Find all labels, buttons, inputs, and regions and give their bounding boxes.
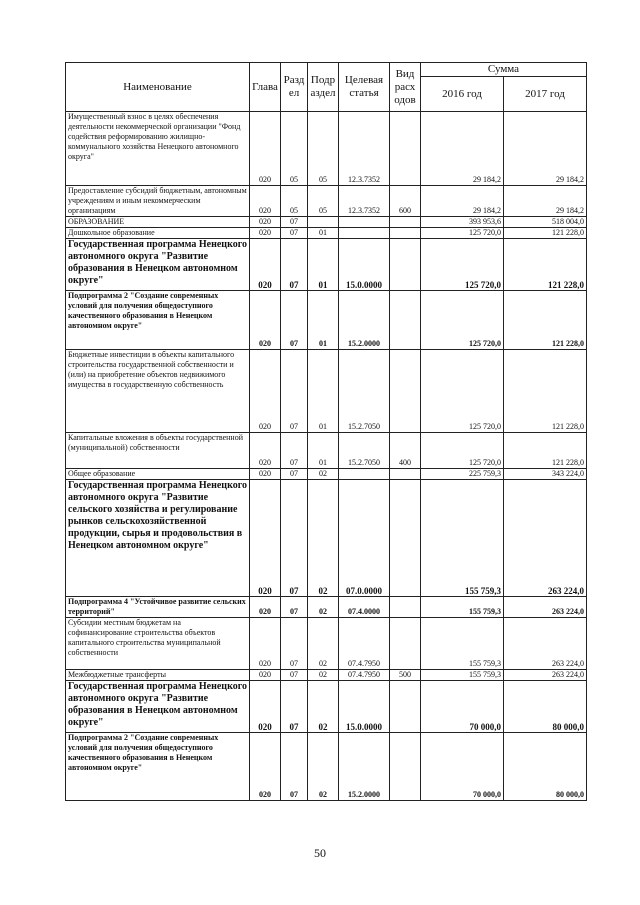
row-tselevaya: 15.2.0000 [339,733,390,801]
row-podrazdel [308,217,339,228]
row-vid [390,469,421,480]
row-name: ОБРАЗОВАНИЕ [66,217,250,228]
row-sum-2017: 29 184,2 [504,112,587,186]
row-razdel: 07 [281,480,308,597]
row-name: Общее образование [66,469,250,480]
row-sum-2016: 155 759,3 [421,480,504,597]
row-glava: 020 [250,350,281,433]
header-tselevaya: Целевая статья [339,63,390,112]
row-sum-2017: 518 004,0 [504,217,587,228]
table-row [66,733,587,801]
table-row [66,186,587,217]
row-podrazdel: 01 [308,239,339,291]
row-glava: 020 [250,670,281,681]
row-sum-2016: 29 184,2 [421,112,504,186]
page-number: 50 [314,846,326,860]
row-tselevaya: 12.3.7352 [339,186,390,217]
row-podrazdel: 02 [308,670,339,681]
row-name: Капитальные вложения в объекты государственной (муниципальной) собственности [66,433,250,469]
row-sum-2017: 263 224,0 [504,618,587,670]
row-sum-2016: 155 759,3 [421,597,504,618]
row-sum-2017: 80 000,0 [504,681,587,733]
row-vid [390,597,421,618]
row-razdel: 07 [281,681,308,733]
table-row [66,681,587,733]
row-sum-2017: 80 000,0 [504,733,587,801]
table-row [66,291,587,350]
row-glava: 020 [250,112,281,186]
table-body [66,112,587,801]
row-podrazdel: 02 [308,480,339,597]
table-row [66,228,587,239]
row-sum-2016: 70 000,0 [421,681,504,733]
row-sum-2017: 121 228,0 [504,239,587,291]
row-sum-2017: 263 224,0 [504,597,587,618]
row-name: Межбюджетные трансферты [66,670,250,681]
row-glava: 020 [250,228,281,239]
row-name: Государственная программа Ненецкого автономного округа "Развитие образования в Ненецком автономном округе" [66,239,250,291]
row-razdel: 05 [281,112,308,186]
row-razdel: 07 [281,469,308,480]
row-name: Подпрограмма 2 "Создание современных условий для получения общедоступного качественного образования в Ненецком автономном округе" [66,733,250,801]
row-sum-2016: 125 720,0 [421,291,504,350]
row-sum-2017: 263 224,0 [504,670,587,681]
row-podrazdel: 01 [308,228,339,239]
row-tselevaya: 15.0.0000 [339,239,390,291]
row-sum-2016: 29 184,2 [421,186,504,217]
row-tselevaya: 15.2.7050 [339,433,390,469]
header-summa: Сумма [421,63,587,77]
row-glava: 020 [250,291,281,350]
row-sum-2017: 121 228,0 [504,350,587,433]
table-row [66,469,587,480]
row-podrazdel: 02 [308,597,339,618]
table-row [66,480,587,597]
row-tselevaya [339,469,390,480]
row-name: Имущественный взнос в целях обеспечения деятельности некоммерческой организации "Фонд содействия реформированию жилищно-коммунального хозяйства Ненецкого автономного округа" [66,112,250,186]
table-row [66,217,587,228]
row-vid [390,217,421,228]
row-tselevaya: 15.0.0000 [339,681,390,733]
row-name: Государственная программа Ненецкого автономного округа "Развитие сельского хозяйства и регулирование рынков сельскохозяйственной продукции, сырья и продовольствия в Ненецком автономном округе" [66,480,250,597]
row-name: Предоставление субсидий бюджетным, автономным учреждениям и иным некоммерческим организациям [66,186,250,217]
row-razdel: 07 [281,350,308,433]
header-podrazdel: Подр аздел [308,63,339,112]
row-vid [390,350,421,433]
row-sum-2016: 125 720,0 [421,228,504,239]
header-year-2016: 2016 год [421,77,504,112]
table-row [66,433,587,469]
row-razdel: 05 [281,186,308,217]
row-glava: 020 [250,681,281,733]
row-vid: 400 [390,433,421,469]
row-podrazdel: 02 [308,618,339,670]
row-glava: 020 [250,480,281,597]
row-vid: 500 [390,670,421,681]
row-sum-2017: 121 228,0 [504,433,587,469]
header-glava: Глава [250,63,281,112]
row-sum-2017: 263 224,0 [504,480,587,597]
row-name: Подпрограмма 2 "Создание современных условий для получения общедоступного качественного образования в Ненецком автономном округе" [66,291,250,350]
row-tselevaya: 07.0.0000 [339,480,390,597]
row-sum-2017: 29 184,2 [504,186,587,217]
table-row [66,670,587,681]
row-vid [390,681,421,733]
row-glava: 020 [250,618,281,670]
row-vid [390,733,421,801]
row-sum-2016: 393 953,6 [421,217,504,228]
row-podrazdel: 01 [308,291,339,350]
row-vid: 600 [390,186,421,217]
row-razdel: 07 [281,433,308,469]
budget-table [65,62,587,801]
row-sum-2017: 343 224,0 [504,469,587,480]
row-podrazdel: 02 [308,681,339,733]
row-glava: 020 [250,239,281,291]
row-glava: 020 [250,433,281,469]
table-row [66,618,587,670]
header-year-2017: 2017 год [504,77,587,112]
row-name: Государственная программа Ненецкого автономного округа "Развитие образования в Ненецком автономном округе" [66,681,250,733]
row-sum-2016: 155 759,3 [421,618,504,670]
header-vid: Вид расх одов [390,63,421,112]
row-tselevaya: 07.4.7950 [339,670,390,681]
row-razdel: 07 [281,217,308,228]
row-name: Подпрограмма 4 "Устойчивое развитие сельских территорий" [66,597,250,618]
row-vid [390,291,421,350]
row-tselevaya [339,217,390,228]
row-razdel: 07 [281,670,308,681]
row-name: Дошкольное образование [66,228,250,239]
row-tselevaya: 15.2.7050 [339,350,390,433]
header-razdel: Разд ел [281,63,308,112]
row-razdel: 07 [281,597,308,618]
row-vid [390,239,421,291]
row-vid [390,618,421,670]
row-tselevaya: 12.3.7352 [339,112,390,186]
row-sum-2016: 70 000,0 [421,733,504,801]
row-glava: 020 [250,469,281,480]
row-tselevaya: 07.4.0000 [339,597,390,618]
table-row [66,112,587,186]
row-name: Субсидии местным бюджетам на софинансирование строительства объектов капитального строительства муниципальной собственности [66,618,250,670]
row-sum-2016: 125 720,0 [421,239,504,291]
row-sum-2016: 125 720,0 [421,433,504,469]
row-glava: 020 [250,186,281,217]
row-sum-2017: 121 228,0 [504,291,587,350]
row-tselevaya: 15.2.0000 [339,291,390,350]
table-row [66,239,587,291]
row-sum-2016: 155 759,3 [421,670,504,681]
row-podrazdel: 02 [308,469,339,480]
row-tselevaya: 07.4.7950 [339,618,390,670]
row-sum-2016: 225 759,3 [421,469,504,480]
row-glava: 020 [250,733,281,801]
row-vid [390,480,421,597]
row-tselevaya [339,228,390,239]
row-razdel: 07 [281,228,308,239]
row-glava: 020 [250,597,281,618]
row-vid [390,228,421,239]
row-vid [390,112,421,186]
row-razdel: 07 [281,239,308,291]
row-podrazdel: 01 [308,433,339,469]
row-podrazdel: 01 [308,350,339,433]
row-podrazdel: 02 [308,733,339,801]
row-podrazdel: 05 [308,112,339,186]
row-razdel: 07 [281,618,308,670]
header-name: Наименование [66,63,250,112]
row-razdel: 07 [281,733,308,801]
row-podrazdel: 05 [308,186,339,217]
row-name: Бюджетные инвестиции в объекты капитального строительства государственной собственности и (или) на приобретение объектов недвижимого имущества в государственную собственность [66,350,250,433]
table-row [66,350,587,433]
row-glava: 020 [250,217,281,228]
row-razdel: 07 [281,291,308,350]
row-sum-2016: 125 720,0 [421,350,504,433]
row-sum-2017: 121 228,0 [504,228,587,239]
table-row [66,597,587,618]
